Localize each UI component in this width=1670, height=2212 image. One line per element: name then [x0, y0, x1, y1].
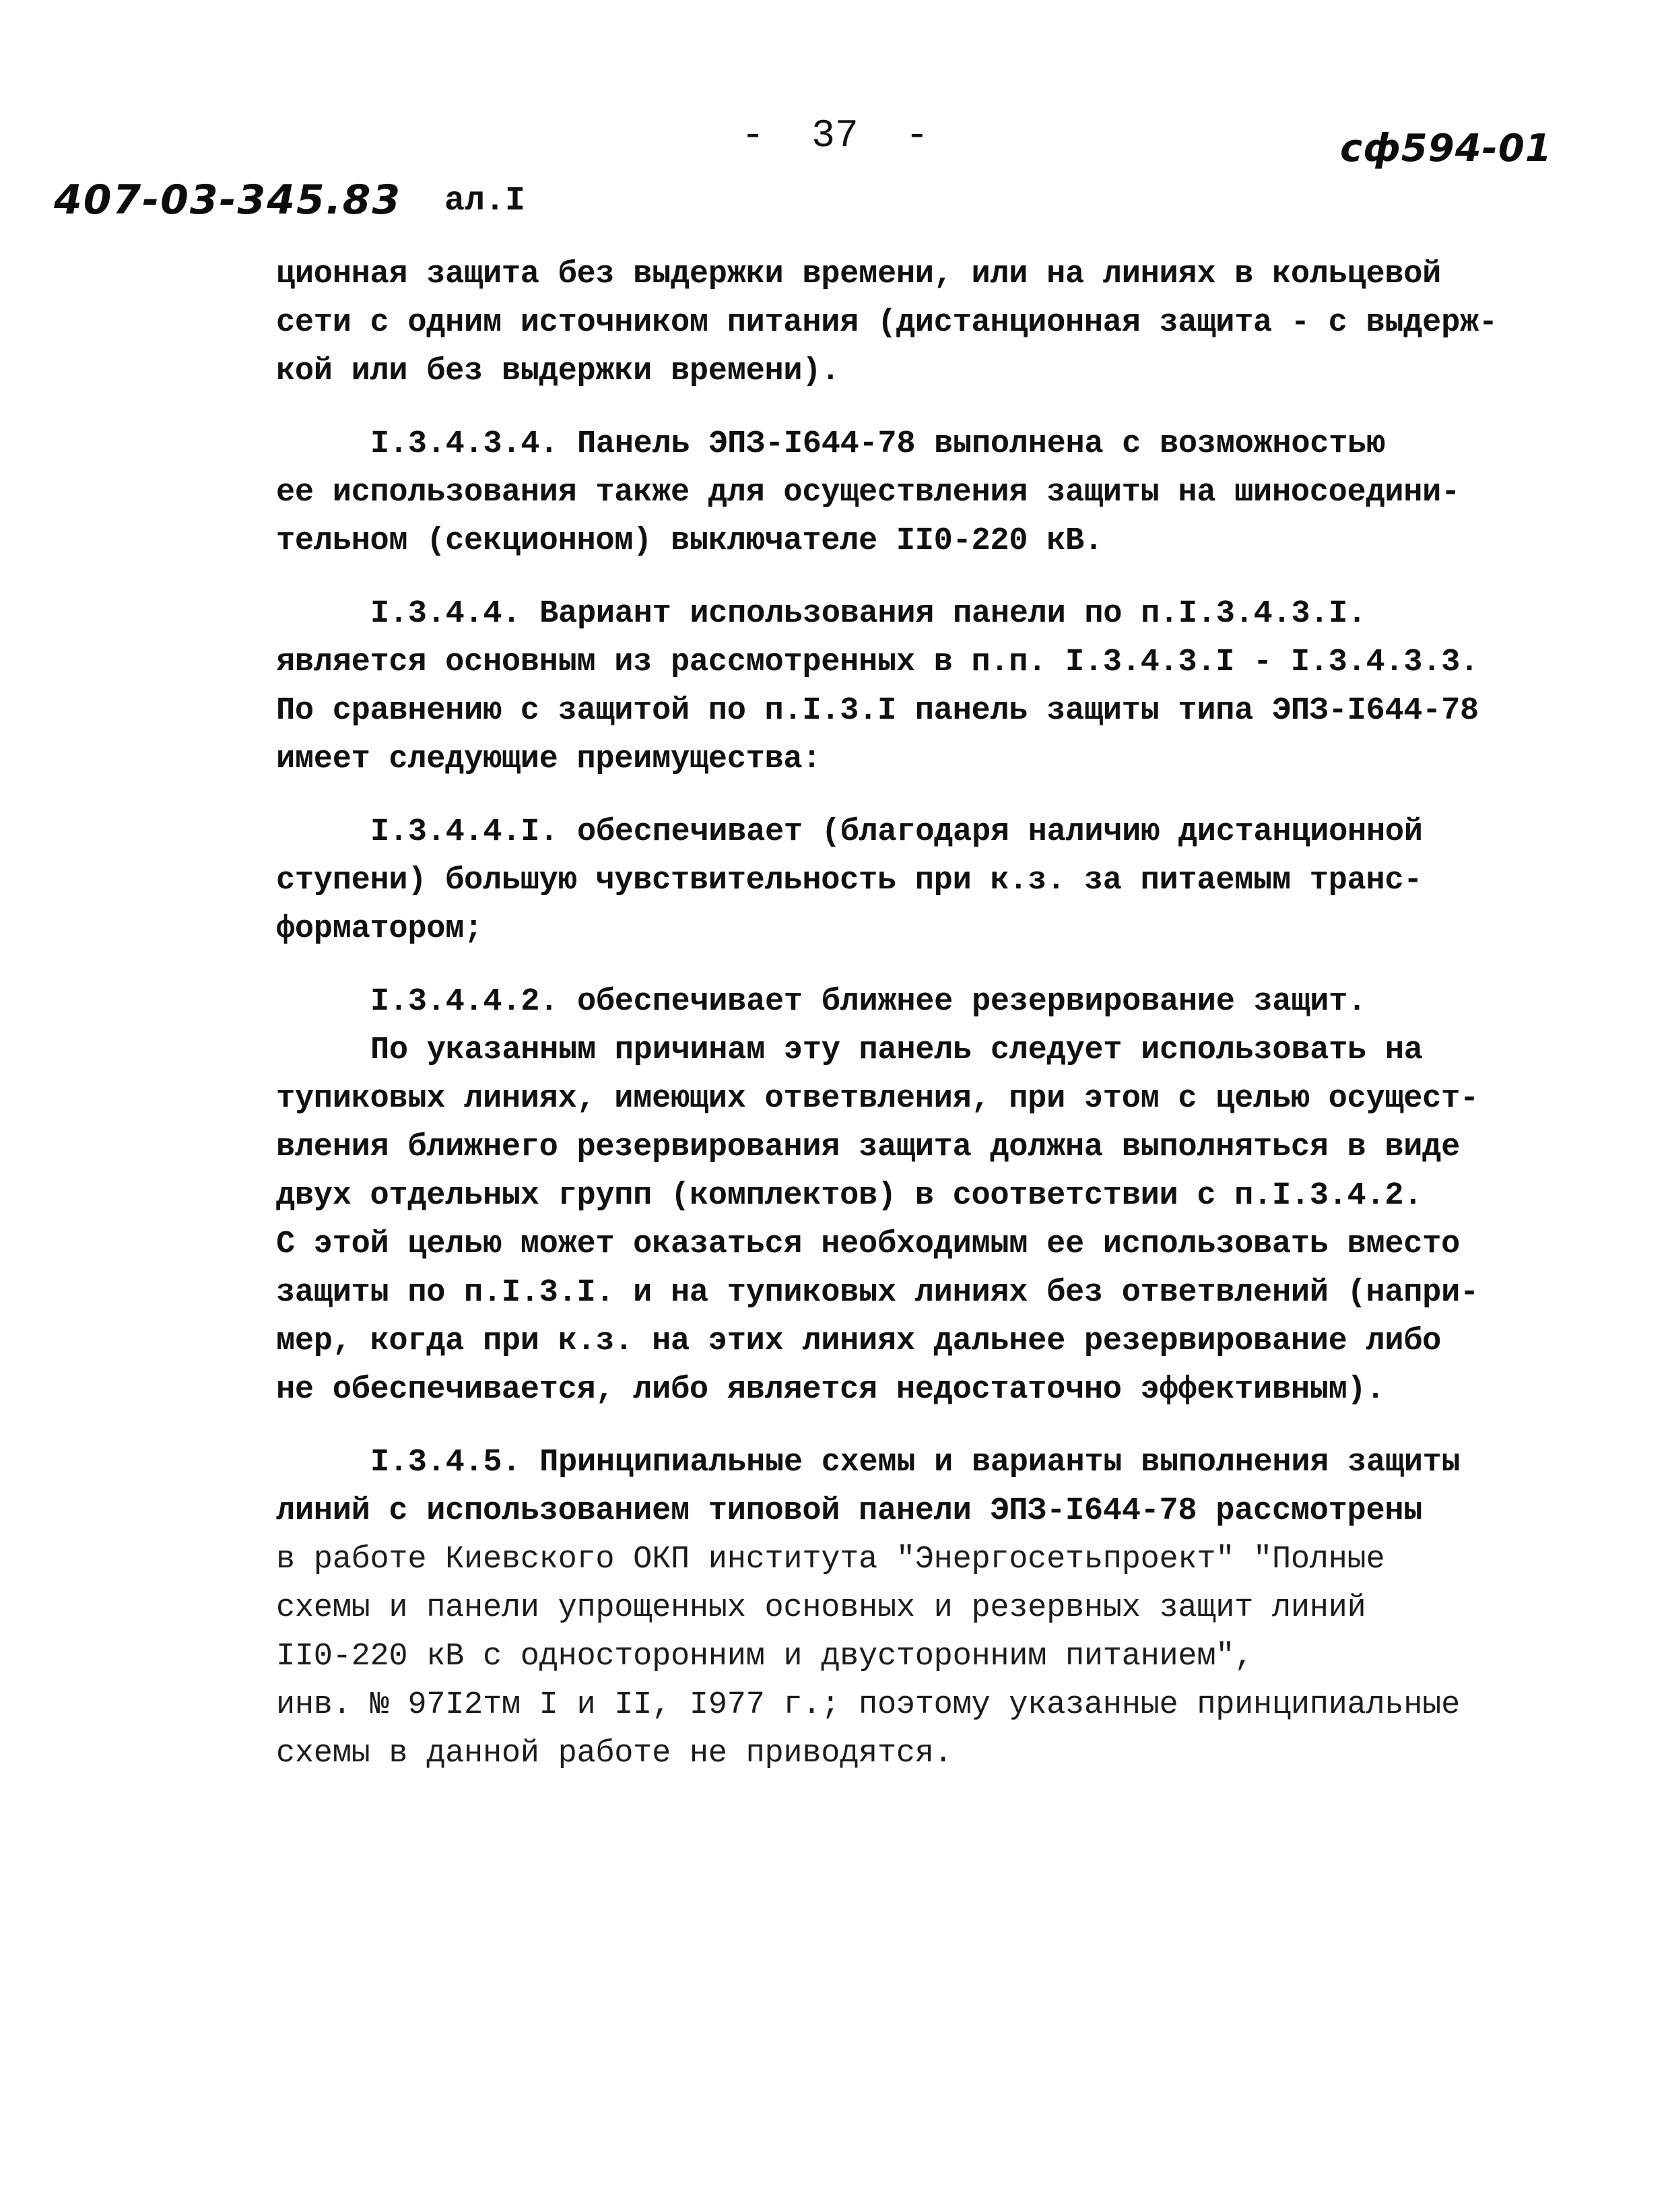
text-line: схемы в данной работе не приводятся.: [276, 1736, 953, 1771]
text-line: По указанным причинам эту панель следует использовать на: [370, 1033, 1423, 1068]
text-line: мер, когда при к.з. на этих линиях дальнее резервирование либо: [276, 1324, 1442, 1359]
text-line: вления ближнего резервирования защита должна выполняться в виде: [276, 1130, 1460, 1165]
text-line: ее использования также для осуществления защиты на шиносоедини-: [276, 475, 1460, 511]
text-line: линий с использованием типовой панели ЭПЗ-I644-78 рассмотрены: [276, 1493, 1423, 1529]
text-line: является основным из рассмотренных в п.п. I.3.4.3.I - I.3.4.3.3.: [276, 645, 1479, 680]
text-line: схемы и панели упрощенных основных и резервных защит линий: [276, 1590, 1366, 1626]
text-line: I.3.4.4.2. обеспечивает ближнее резервирование защит.: [370, 984, 1366, 1020]
text-line: С этой целью может оказаться необходимым ее использовать вместо: [276, 1227, 1460, 1262]
text-line: форматором;: [276, 911, 483, 947]
document-code-handwritten: 407-03-345.83: [54, 176, 402, 224]
stamp-code-handwritten: сф594-01: [1340, 127, 1552, 170]
body-text: [276, 251, 1542, 1778]
text-line: I.3.4.4.I. обеспечивает (благодаря наличию дистанционной: [370, 814, 1423, 850]
text-line: не обеспечивается, либо является недостаточно эффективным).: [276, 1372, 1385, 1408]
text-line: кой или без выдержки времени).: [276, 354, 840, 389]
text-line: тупиковых линиях, имеющих ответвления, при этом с целью осущест-: [276, 1081, 1479, 1117]
text-line: II0-220 кВ с односторонним и двусторонним питанием",: [276, 1639, 1254, 1674]
text-line: двух отдельных групп (комплектов) в соответствии с п.I.3.4.2.: [276, 1178, 1423, 1214]
page-number: - 37 -: [741, 115, 929, 158]
text-line: ступени) большую чувствительность при к.з. за питаемым транс-: [276, 863, 1423, 899]
text-line: По сравнению с защитой по п.I.3.I панель защиты типа ЭПЗ-I644-78: [276, 693, 1479, 729]
text-line: ционная защита без выдержки времени, или на линиях в кольцевой: [276, 257, 1442, 292]
text-line: сети с одним источником питания (дистанционная защита - с выдерж-: [276, 305, 1498, 341]
text-line: защиты по п.I.3.I. и на тупиковых линиях без ответвлений (напри-: [276, 1275, 1479, 1311]
text-line: в работе Киевского ОКП института "Энергосетьпроект" "Полные: [276, 1542, 1385, 1577]
text-line: I.3.4.4. Вариант использования панели по п.I.3.4.3.I.: [370, 596, 1366, 632]
text-line: тельном (секционном) выключателе II0-220 кВ.: [276, 523, 1103, 559]
text-line: I.3.4.5. Принципиальные схемы и варианты выполнения защиты: [370, 1445, 1461, 1481]
text-line: имеет следующие преимущества:: [276, 742, 822, 777]
text-line: I.3.4.3.4. Панель ЭПЗ-I644-78 выполнена с возможностью: [370, 426, 1385, 462]
sheet-label: ал.I: [444, 182, 526, 220]
text-line: инв. № 97I2тм I и II, I977 г.; поэтому указанные принципиальные: [276, 1687, 1460, 1723]
